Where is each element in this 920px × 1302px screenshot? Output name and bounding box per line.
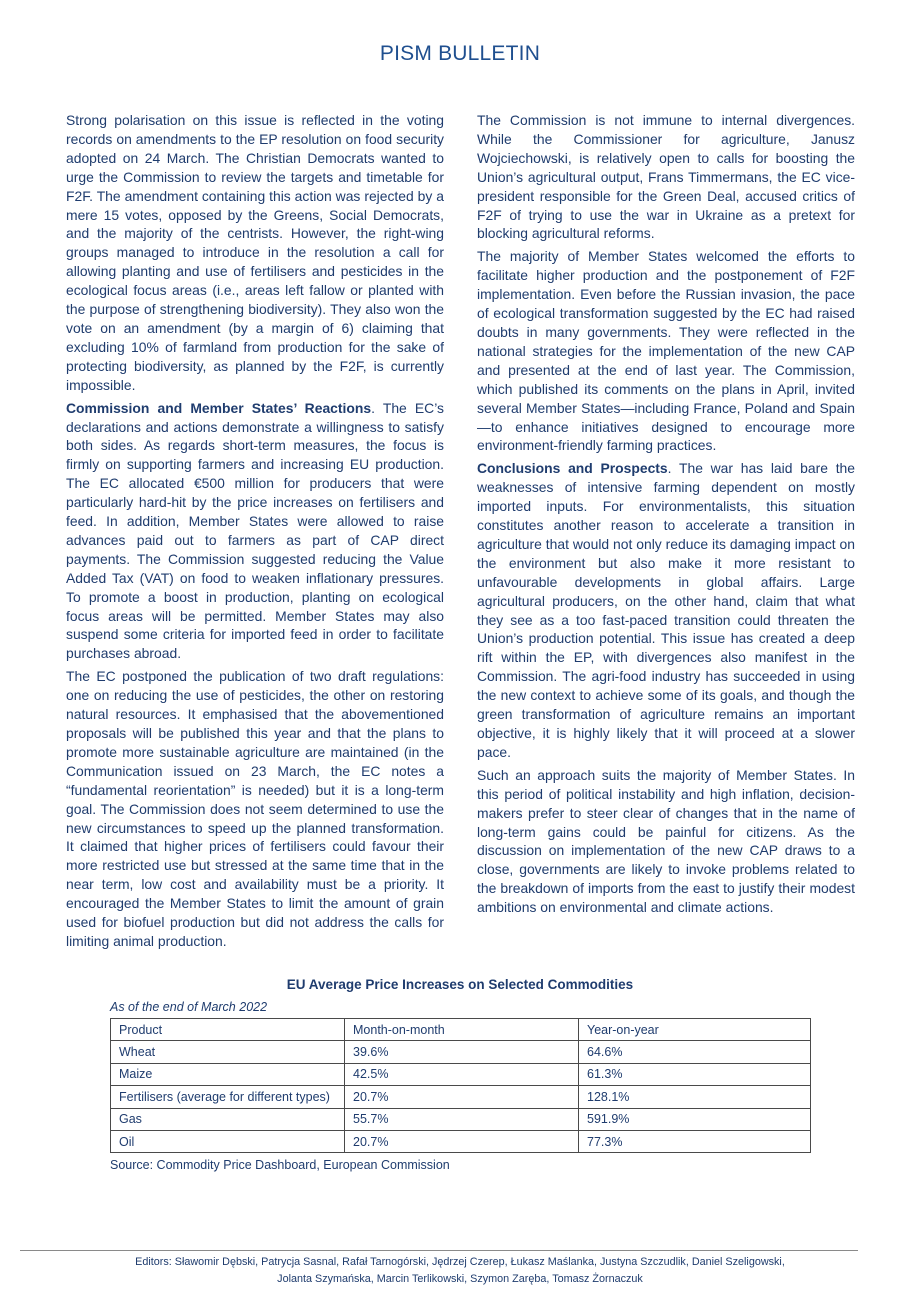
table-cell: 42.5% bbox=[345, 1063, 579, 1085]
table-header-cell: Product bbox=[111, 1019, 345, 1041]
paragraph: The Commission is not immune to internal divergences. While the Commissioner for agriculture, Janusz Wojciechowski, is relatively open to calls for boosting the Union’s agricultural output, Frans Timmermans, the EC vice-president responsible for the Green Deal, accused critics of F2F of trying to use the war in Ukraine as a pretext for blocking agricultural reforms. bbox=[477, 112, 855, 242]
section-heading: Commission and Member States’ Reactions bbox=[66, 399, 372, 416]
paragraph-text: . The war has laid bare the weaknesses of intensive farming dependent on mostly imported inputs. For environmentalists, this situation constitutes another reason to accelerate a transition in agriculture that would not only reduce its damaging impact on the environment but also make it more resistant to unfavourable developments in global affairs. Large agricultural producers, on the other hand, claim that what they see as a too fast-paced transition could threaten the Union’s production potential. This issue has created a deep rift within the EP, with divergences also manifest in the Commission. The agri-food industry has succeeded in using the new context to achieve some of its goals, and though the green transformation of agriculture remains an important objective, it is highly likely that it will proceed at a slower pace. bbox=[477, 460, 856, 760]
table-cell: 20.7% bbox=[345, 1086, 579, 1108]
table-row bbox=[111, 1130, 811, 1152]
table-cell: 39.6% bbox=[345, 1041, 579, 1063]
table-cell: 591.9% bbox=[579, 1108, 811, 1130]
table-cell: 64.6% bbox=[579, 1041, 811, 1063]
table-row bbox=[111, 1063, 811, 1085]
paragraph: Such an approach suits the majority of Member States. In this period of political instability and high inflation, decision-makers prefer to steer clear of changes that in the name of long-term gains could be painful for citizens. As the discussion on implementation of the new CAP draws to a close, governments are likely to invoke problems related to the breakdown of imports from the east to justify their modest ambitions on environmental and climate actions. bbox=[477, 766, 855, 916]
table-row bbox=[111, 1086, 811, 1108]
paragraph bbox=[66, 399, 444, 664]
section-heading: Conclusions and Prospects bbox=[477, 460, 668, 477]
footer-editors bbox=[60, 1254, 860, 1287]
paragraph-text: . The EC’s declarations and actions demonstrate a willingness to satisfy both sides. As regards short-term measures, the focus is firmly on supporting farmers and increasing EU production. The EC allocated €500 million for producers that were particularly hard-hit by the price increases on fertilisers and feed. In addition, Member States were allowed to raise advances paid out to farmers as part of CAP direct payments. The Commission suggested reducing the Value Added Tax (VAT) on food to weaken inflationary pressures. To promote a boost in production, planting on ecological focus areas will be permitted. Member States may also suspend some criteria for imported feed in order to facilitate purchases abroad. bbox=[66, 399, 444, 662]
table-cell: Fertilisers (average for different types) bbox=[111, 1086, 345, 1108]
table-title: EU Average Price Increases on Selected Commodities bbox=[286, 977, 634, 992]
table-header-row bbox=[111, 1019, 811, 1041]
table-cell: 128.1% bbox=[579, 1086, 811, 1108]
table-cell: Oil bbox=[111, 1130, 345, 1152]
table-row bbox=[111, 1108, 811, 1130]
table-source: Source: Commodity Price Dashboard, European Commission bbox=[110, 1158, 450, 1172]
paragraph bbox=[477, 459, 855, 762]
table-cell: Wheat bbox=[111, 1041, 345, 1063]
right-column bbox=[477, 111, 855, 921]
table-cell: 77.3% bbox=[579, 1130, 811, 1152]
left-column bbox=[66, 111, 444, 955]
table-header-cell: Year-on-year bbox=[579, 1019, 811, 1041]
table-cell: 55.7% bbox=[345, 1108, 579, 1130]
table-cell: 20.7% bbox=[345, 1130, 579, 1152]
paragraph: Strong polarisation on this issue is reflected in the voting records on amendments to the EP resolution on food security adopted on 24 March. The Christian Democrats wanted to urge the Commission to review the targets and timetable for F2F. The amendment containing this action was rejected by a mere 15 votes, opposed by the Greens, Social Democrats, and the majority of the centrists. However, the right-wing groups managed to introduce in the resolution a call for allowing planting and use of fertilisers and pesticides in the ecological focus areas (i.e., areas left fallow or planted with the purpose of strengthening biodiversity). They also won the vote on an amendment (by a margin of 6) claiming that excluding 10% of farmland from production for the sake of protecting biodiversity, as planned by the F2F, is currently impossible. bbox=[66, 112, 444, 393]
footer-divider bbox=[20, 1250, 858, 1251]
footer-line: Editors: Sławomir Dębski, Patrycja Sasnal, Rafał Tarnogórski, Jędrzej Czerep, Łukasz Maślanka, Justyna Szczudlik, Daniel Szeligowski, bbox=[135, 1256, 785, 1268]
table-header-cell: Month-on-month bbox=[345, 1019, 579, 1041]
table-subtitle: As of the end of March 2022 bbox=[110, 1000, 268, 1014]
footer-line: Jolanta Szymańska, Marcin Terlikowski, Szymon Zaręba, Tomasz Żornaczuk bbox=[277, 1272, 643, 1285]
price-table bbox=[110, 1018, 811, 1153]
page-title: PISM BULLETIN bbox=[379, 42, 541, 65]
table-row bbox=[111, 1041, 811, 1063]
paragraph: The EC postponed the publication of two draft regulations: one on reducing the use of pesticides, the other on restoring natural resources. It emphasised that the abovementioned proposals will be published this year and that the plans to promote more sustainable agriculture are maintained (in the Communication issued on 23 March, the EC notes a “fundamental reorientation” is needed) but it is a long-term goal. The Commission does not seem determined to use the new circumstances to speed up the planned transformation. It claimed that higher prices of fertilisers could favour their more restricted use but stressed at the same time that in the near term, low cost and availability must be a priority. It encouraged the Member States to limit the amount of grain used for biofuel production but did not address the calls for limiting animal production. bbox=[66, 668, 444, 949]
table-cell: 61.3% bbox=[579, 1063, 811, 1085]
table-cell: Maize bbox=[111, 1063, 345, 1085]
paragraph: The majority of Member States welcomed the efforts to facilitate higher production and the postponement of F2F implementation. Even before the Russian invasion, the pace of ecological transformation suggested by the EC had raised doubts in many governments. They were reflected in the national strategies for the implementation of the new CAP and presented at the end of last year. The Commission, which published its comments on the plans in April, invited several Member States—including France, Poland and Spain—to enhance initiatives designed to encourage more environment-friendly farming practices. bbox=[477, 248, 855, 454]
table-cell: Gas bbox=[111, 1108, 345, 1130]
